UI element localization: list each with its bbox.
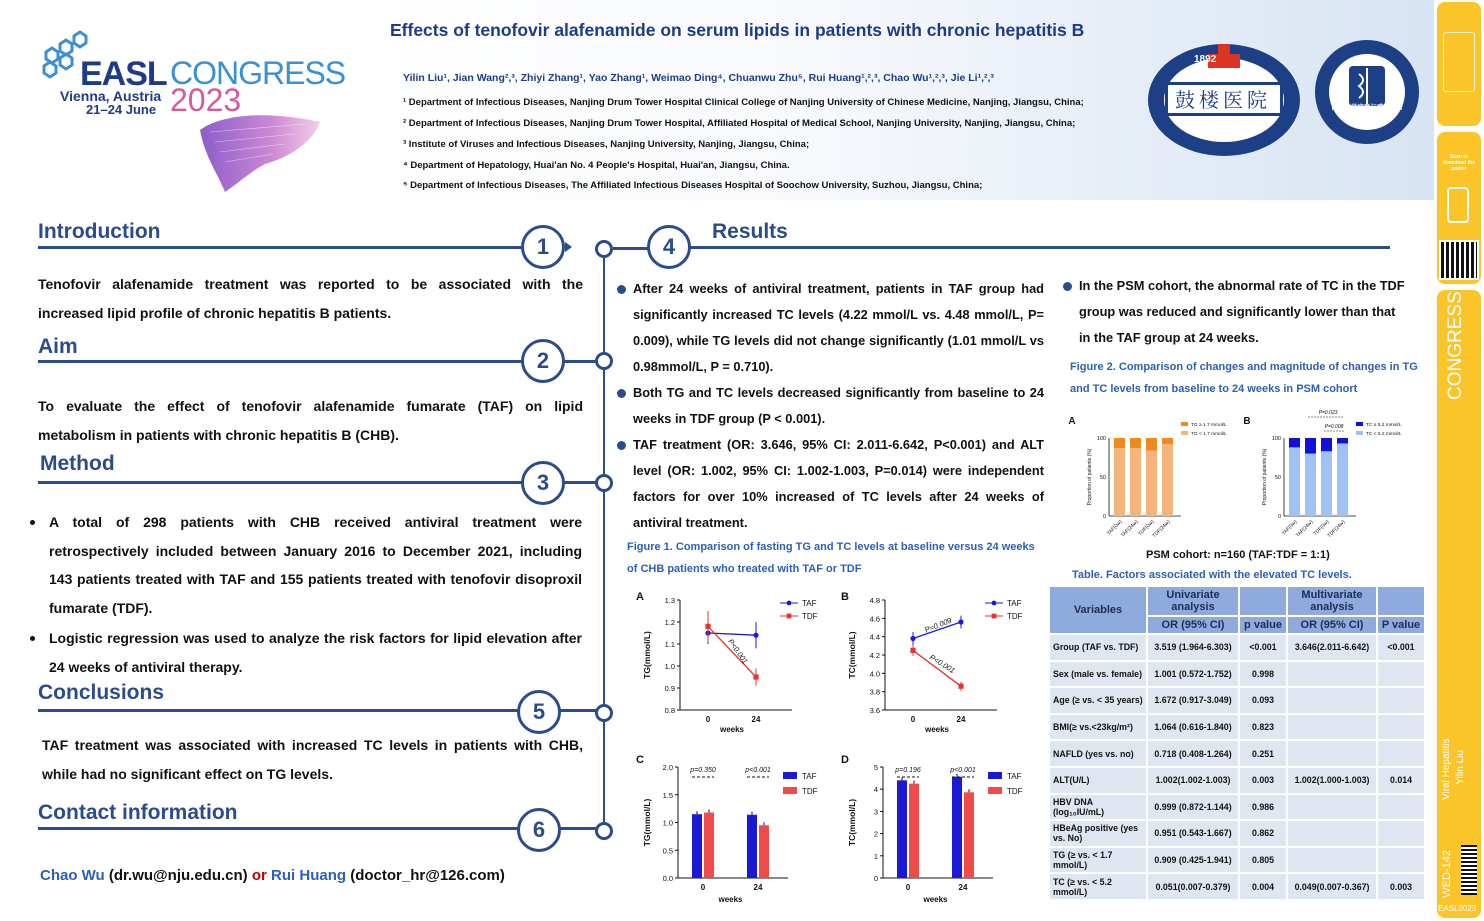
- table-cell: 0.909 (0.425-1.941): [1147, 847, 1239, 874]
- x-tick-label: 24: [753, 883, 763, 892]
- table-row: [1049, 873, 1425, 900]
- p-value-annotation: P=0.008: [1324, 424, 1344, 430]
- data-point: [910, 636, 915, 641]
- timeline-node-3: [595, 474, 613, 492]
- data-point: [958, 619, 963, 624]
- qr-code-icon[interactable]: [1439, 240, 1479, 280]
- bar-segment: [1114, 438, 1125, 448]
- table-cell: 0.998: [1239, 661, 1287, 688]
- results-item: Both TG and TC levels decreased significantly from baseline to 24 weeks in TDF group (P < 0.001).: [617, 380, 1044, 432]
- table-cell: [1287, 794, 1377, 821]
- table-cell: [1377, 661, 1425, 688]
- table-row: [1049, 820, 1425, 847]
- table-header-or2: OR (95% CI): [1287, 616, 1377, 634]
- bar-segment: [1130, 438, 1141, 448]
- y-tick-label: 0: [873, 874, 878, 883]
- bar: [692, 814, 702, 878]
- line-chart-A: [636, 591, 818, 734]
- x-axis-label: weeks: [719, 725, 745, 734]
- legend-label: TDF: [802, 787, 818, 796]
- method-rule: [38, 481, 598, 484]
- legend-swatch: [783, 772, 797, 779]
- contact-line: [40, 867, 505, 884]
- x-tick-label: 0: [910, 715, 916, 724]
- results-item: TAF treatment (OR: 3.646, 95% CI: 2.011-6.642, P<0.001) and ALT level (OR: 1.002, 95% CI: 1.002-1.003, P=0.014) were independent factors for over 10% increased of TC levels after 24 weeks of antiviral treatment.: [617, 432, 1044, 536]
- legend-label: TG < 1.7 mmol/L: [1191, 432, 1227, 437]
- x-tick-label: 24: [958, 883, 968, 892]
- aim-title: Aim: [38, 335, 78, 358]
- method-title: Method: [40, 452, 115, 475]
- table-cell: <0.001: [1239, 634, 1287, 661]
- table-cell: 0.251: [1239, 740, 1287, 767]
- bar-segment: [1162, 438, 1173, 444]
- table-row: [1049, 767, 1425, 794]
- table-cell: ALT(U/L): [1049, 767, 1147, 794]
- arrow-right-icon: [565, 242, 572, 252]
- table-header-p2: P value: [1377, 616, 1425, 634]
- sidebar-author: Yilin Liu: [1455, 750, 1466, 785]
- stacked-bar-chart-A: [1068, 416, 1227, 539]
- y-tick-label: 1.0: [662, 818, 673, 828]
- x-tick-label: TDF(0w): [1312, 519, 1331, 538]
- table-header-univariate: Univariate analysis: [1147, 586, 1239, 616]
- table-cell: TG (≥ vs. < 1.7 mmol/L): [1049, 847, 1147, 874]
- affiliation-4: ⁴ Department of Hepatology, Huai'an No. 4 People's Hospital, Huai'an, Jiangsu, China.: [403, 160, 790, 171]
- legend-label: TAF: [802, 599, 817, 608]
- table-header-or: OR (95% CI): [1147, 616, 1239, 634]
- table-row: [1049, 714, 1425, 741]
- y-tick-label: 4.6: [869, 614, 880, 624]
- y-tick-label: 1.5: [662, 790, 673, 800]
- intro-text: Tenofovir alafenamide treatment was reported to be associated with the increased lipid profile of chronic hepatitis B patients.: [38, 276, 583, 321]
- panel-letter: B: [1243, 416, 1251, 427]
- bar-segment: [1321, 438, 1332, 451]
- legend-swatch: [1356, 431, 1363, 435]
- table-cell: NAFLD (yes vs. no): [1049, 740, 1147, 767]
- legend-marker: [787, 601, 792, 606]
- intro-title: Introduction: [38, 220, 161, 243]
- table-cell: [1287, 820, 1377, 847]
- conclusions-text: TAF treatment was associated with increased TC levels in patients with CHB, while had no significant effect on TG levels.: [42, 737, 583, 782]
- section-number-1: 1: [521, 225, 565, 269]
- y-tick-label: 1.0: [664, 662, 675, 671]
- contact-rule: [38, 827, 598, 830]
- x-tick-label: TAF(24w): [1294, 519, 1315, 539]
- section-number-2: 2: [521, 339, 565, 383]
- y-tick-label: 0.5: [662, 846, 673, 856]
- nanjing-institute-seal: [1313, 38, 1421, 146]
- bar-segment: [1146, 450, 1157, 516]
- method-item: Logistic regression was used to analyze the risk factors for lipid elevation after 24 weeks of antiviral therapy.: [30, 624, 582, 681]
- table-cell: 0.862: [1239, 820, 1287, 847]
- figure-1-caption: Figure 1. Comparison of fasting TG and TC levels at baseline versus 24 weeks of CHB patients who treated with TAF or TDF: [627, 541, 1035, 575]
- y-tick-label: 50: [1099, 475, 1106, 481]
- table-cell: 0.003: [1377, 873, 1425, 900]
- sidebar-foot: EASL2023: [1438, 904, 1477, 913]
- contact-email-1[interactable]: (dr.wu@nju.edu.cn): [108, 867, 248, 884]
- y-axis-label: TG(mmol/L): [642, 631, 652, 679]
- table-cell: 1.002(1.000-1.003): [1287, 767, 1377, 794]
- y-tick-label: 100: [1271, 436, 1281, 442]
- legend-swatch: [988, 772, 1002, 779]
- figure-2-charts: [1064, 406, 1434, 544]
- data-point: [753, 674, 758, 679]
- y-axis-label: TC(mmol/L): [847, 798, 857, 847]
- y-tick-label: 4.4: [869, 632, 880, 642]
- table-cell: 0.805: [1239, 847, 1287, 874]
- bar-chart-C: [636, 754, 818, 904]
- conclusions-rule: [38, 709, 598, 712]
- scan-text: Scan to download the poster: [1442, 154, 1476, 172]
- table-cell: 0.999 (0.872-1.144): [1147, 794, 1239, 821]
- sidebar-congress: CONGRESS: [1445, 291, 1466, 400]
- table-cell: 0.003: [1239, 767, 1287, 794]
- table-cell: [1287, 740, 1377, 767]
- table-cell: [1377, 687, 1425, 714]
- table-row: [1049, 661, 1425, 688]
- p-value-annotation: p<0.001: [950, 767, 976, 774]
- results-rule: [690, 246, 1390, 249]
- congress-logo-text: CONGRESS: [170, 55, 346, 91]
- bar-segment: [1146, 438, 1157, 450]
- bar: [704, 813, 714, 878]
- phone-icon: [1447, 187, 1469, 223]
- legend-swatch: [988, 787, 1002, 794]
- method-item: A total of 298 patients with CHB received antiviral treatment were retrospectively included between January 2016 to December 2021, including 143 patients treated with TAF and 155 patients treated with tenofovir disoproxil fumarate (TDF).: [30, 508, 582, 622]
- affiliation-2: ² Department of Infectious Diseases, Nanjing Drum Tower Hospital, Affiliated Hospital of Medical School, Nanjing University, Nanjing, Jiangsu, China;: [403, 118, 1076, 129]
- bar-segment: [1321, 451, 1332, 516]
- table-cell: HBeAg positive (yes vs. No): [1049, 820, 1147, 847]
- results-right: [1063, 273, 1405, 351]
- bar-segment: [1130, 448, 1141, 516]
- table-row: [1049, 687, 1425, 714]
- y-tick-label: 0: [1102, 514, 1106, 520]
- bar-segment: [1114, 448, 1125, 516]
- legend-swatch: [1356, 422, 1363, 426]
- timeline-node-2: [595, 352, 613, 370]
- y-tick-label: 4: [873, 785, 878, 795]
- bar: [747, 815, 757, 878]
- p-value-annotation: P<0.001: [928, 652, 957, 676]
- table-cell: [1287, 714, 1377, 741]
- y-tick-label: 0: [1277, 514, 1281, 520]
- table-cell: [1377, 714, 1425, 741]
- legend-label: TDF: [1007, 787, 1023, 796]
- table-cell: Sex (male vs. female): [1049, 661, 1147, 688]
- table-cell: 3.646(2.011-6.642): [1287, 634, 1377, 661]
- legend-label: TDF: [1007, 612, 1023, 621]
- table-cell: BMI(≥ vs.<23kg/m²): [1049, 714, 1147, 741]
- logo-year: 2023: [170, 82, 242, 118]
- intro-rule: [38, 246, 528, 249]
- bar-segment: [1337, 443, 1348, 516]
- institute-seal-text: 南京大学病毒与感染病研究所: [1331, 104, 1403, 120]
- p-value-annotation: P<0.001: [726, 637, 750, 666]
- y-tick-label: 4.0: [869, 669, 880, 679]
- p-value-annotation: P=0.009: [923, 615, 953, 635]
- table-cell: 1.672 (0.917-3.049): [1147, 687, 1239, 714]
- y-tick-label: 0.8: [664, 706, 675, 715]
- y-tick-label: 4.2: [869, 651, 880, 660]
- table-cell: 3.519 (1.964-6.303): [1147, 634, 1239, 661]
- figure-1-charts: [630, 588, 1050, 918]
- table-cell: Group (TAF vs. TDF): [1049, 634, 1147, 661]
- timeline-node-6: [595, 822, 613, 840]
- timeline-node-5: [595, 704, 613, 722]
- y-axis-label: TG(mmol/L): [642, 798, 652, 847]
- sidebar-brand-panel: [1437, 2, 1481, 126]
- p-value-annotation: p=0.350: [690, 767, 716, 774]
- y-tick-label: 3.6: [869, 706, 880, 715]
- x-tick-label: TDF(24w): [1326, 519, 1347, 540]
- table-cell: [1377, 740, 1425, 767]
- conclusions-title: Conclusions: [38, 681, 165, 704]
- x-tick-label: 0: [905, 883, 911, 892]
- sidebar-topic: Viral Hepatitis: [1441, 738, 1452, 800]
- sidebar-code: WED-142: [1441, 850, 1453, 898]
- panel-letter: D: [841, 754, 849, 766]
- legend-label: TAF: [1007, 599, 1022, 608]
- table-row: [1049, 740, 1425, 767]
- legend-label: TDF: [802, 612, 818, 621]
- table-cell: 0.093: [1239, 687, 1287, 714]
- method-list: [30, 508, 582, 681]
- panel-letter: B: [841, 591, 849, 603]
- legend-label: TC < 5.2 mmol/L: [1366, 432, 1402, 437]
- table-cell: Age (≥ vs. < 35 years): [1049, 687, 1147, 714]
- liver-illustration: [195, 112, 325, 194]
- x-tick-label: TDF(24w): [1151, 519, 1172, 540]
- table-cell: [1287, 661, 1377, 688]
- y-tick-label: 0.9: [664, 684, 675, 693]
- x-tick-label: TDF(0w): [1137, 519, 1156, 538]
- section-number-5: 5: [517, 690, 561, 734]
- y-tick-label: 1.2: [664, 618, 675, 627]
- table-cell: 1.002(1.002-1.003): [1147, 767, 1239, 794]
- y-tick-label: 2.0: [662, 763, 673, 772]
- y-tick-label: 3.8: [869, 687, 880, 697]
- data-point: [705, 624, 710, 629]
- legend-swatch: [1181, 422, 1188, 426]
- table-cell: [1287, 687, 1377, 714]
- psm-note: PSM cohort: n=160 (TAF:TDF = 1:1): [1146, 549, 1330, 561]
- p-value-annotation: P=0.023: [1318, 410, 1338, 416]
- x-tick-label: 0: [700, 883, 706, 892]
- affiliation-5: ⁵ Department of Infectious Diseases, The Affiliated Infectious Diseases Hospital of Soochow University, Suzhou, Jiangsu, China;: [403, 180, 983, 191]
- x-tick-label: TAF(24w): [1119, 519, 1140, 539]
- x-axis-label: weeks: [923, 895, 948, 904]
- section-number-6: 6: [517, 808, 561, 852]
- legend-label: TAF: [1007, 772, 1022, 781]
- figure-2-caption: Figure 2. Comparison of changes and magnitude of changes in TG and TC levels from baseline to 24 weeks in PSM cohort: [1070, 361, 1418, 395]
- legend-label: TG ≥ 1.7 mmol/L: [1191, 423, 1227, 428]
- results-title: Results: [712, 220, 788, 243]
- y-tick-label: 1: [873, 851, 878, 861]
- table-row: [1049, 794, 1425, 821]
- table-caption: Table. Factors associated with the elevated TC levels.: [1072, 569, 1352, 581]
- section-number-4: 4: [647, 225, 691, 269]
- bar: [964, 792, 974, 878]
- table-row: [1049, 634, 1425, 661]
- x-tick-label: TAF(0w): [1280, 519, 1299, 537]
- y-axis-label: Proportion of patients (%): [1262, 448, 1268, 506]
- table-cell: 1.064 (0.616-1.840): [1147, 714, 1239, 741]
- results-list: [617, 276, 1044, 536]
- table-header-p: p value: [1239, 616, 1287, 634]
- y-tick-label: 5: [873, 763, 878, 772]
- bar: [952, 777, 962, 878]
- legend-label: TAF: [802, 772, 817, 781]
- y-tick-label: 100: [1096, 436, 1106, 442]
- table-cell: <0.001: [1377, 634, 1425, 661]
- table-cell: 0.718 (0.408-1.264): [1147, 740, 1239, 767]
- legend-marker: [787, 614, 792, 619]
- bar: [759, 825, 769, 878]
- panel-letter: A: [1068, 416, 1076, 427]
- x-axis-label: weeks: [718, 895, 743, 904]
- bar-segment: [1289, 438, 1300, 447]
- easl-logo-text: EASL: [80, 55, 167, 93]
- p-value-annotation: p<0.001: [745, 767, 771, 774]
- affiliation-1: ¹ Department of Infectious Diseases, Nanjing Drum Tower Hospital Clinical College of Nanjing University of Chinese Medicine, Nanjing, Jiangsu, China;: [403, 97, 1084, 108]
- y-tick-label: 4.8: [869, 596, 880, 605]
- x-tick-label: 24: [751, 715, 761, 724]
- y-tick-label: 2: [873, 829, 878, 839]
- table-cell: [1377, 847, 1425, 874]
- bar-segment: [1337, 438, 1348, 443]
- table-cell: 0.051(0.007-0.379): [1147, 873, 1239, 900]
- table-cell: 0.823: [1239, 714, 1287, 741]
- contact-or: or: [251, 867, 267, 884]
- line-chart-B: [841, 591, 1023, 734]
- sidebar-info-panel: [1437, 290, 1481, 918]
- barcode-icon: [1461, 845, 1477, 895]
- contact-title: Contact information: [38, 801, 238, 824]
- x-axis-label: weeks: [924, 725, 950, 734]
- p-value-annotation: p=0.196: [895, 767, 921, 774]
- x-tick-label: TAF(0w): [1105, 519, 1124, 537]
- table-cell: 1.001 (0.572-1.752): [1147, 661, 1239, 688]
- contact-name-2: Rui Huang: [271, 867, 347, 884]
- stacked-bar-chart-B: [1243, 410, 1402, 539]
- table-cell: TC (≥ vs. < 5.2 mmol/L): [1049, 873, 1147, 900]
- factors-table: [1048, 585, 1426, 901]
- author-list: Yilin Liu¹, Jian Wang²,³, Zhiyi Zhang¹, Yao Zhang¹, Weimao Ding⁴, Chuanwu Zhu⁵, Rui Huang¹,²,³, Chao Wu¹,²,³, Jie Li¹,²,³: [403, 72, 994, 84]
- results-item: In the PSM cohort, the abnormal rate of TC in the TDF group was reduced and significantly lower than that in the TAF group at 24 weeks.: [1063, 273, 1405, 351]
- y-tick-label: 0.0: [662, 874, 673, 883]
- x-tick-label: 0: [705, 715, 711, 724]
- table-cell: [1377, 794, 1425, 821]
- poster-title: Effects of tenofovir alafenamide on serum lipids in patients with chronic hepatitis B: [390, 20, 1085, 40]
- panel-letter: C: [636, 754, 644, 766]
- table-cell: [1287, 847, 1377, 874]
- seal-chinese-text: 鼓楼医院: [1175, 88, 1271, 112]
- legend-swatch: [1181, 431, 1188, 435]
- bar: [897, 780, 907, 878]
- contact-email-2[interactable]: (doctor_hr@126.com): [350, 867, 505, 884]
- y-axis-label: TC(mmol/L): [847, 631, 857, 679]
- table-cell: 0.004: [1239, 873, 1287, 900]
- table-cell: HBV DNA (log₁₀IU/mL): [1049, 794, 1147, 821]
- section-number-3: 3: [521, 461, 565, 505]
- y-tick-label: 50: [1274, 475, 1281, 481]
- legend-swatch: [783, 787, 797, 794]
- data-point: [753, 633, 758, 638]
- results-item: After 24 weeks of antiviral treatment, patients in TAF group had significantly increased TC levels (4.22 mmol/L vs. 4.48 mmol/L, P= 0.009), while TG levels did not change significantly (1.01 mmol/L vs 0.98mmol/L, P = 0.710).: [617, 276, 1044, 380]
- logo-city: Vienna, Austria: [60, 88, 162, 104]
- contact-name-1: Chao Wu: [40, 867, 105, 884]
- table-cell: 0.049(0.007-0.367): [1287, 873, 1377, 900]
- bar-segment: [1305, 438, 1316, 454]
- bar-segment: [1305, 454, 1316, 516]
- table-cell: [1377, 820, 1425, 847]
- affiliation-3: ³ Institute of Viruses and Infectious Diseases, Nanjing University, Nanjing, Jiangsu, China;: [403, 139, 810, 150]
- x-tick-label: 24: [956, 715, 966, 724]
- aim-text: To evaluate the effect of tenofovir alafenamide fumarate (TAF) on lipid metabolism in patients with chronic hepatitis B (CHB).: [38, 398, 583, 443]
- bar-segment: [1162, 444, 1173, 516]
- bar: [909, 784, 919, 878]
- bar-chart-D: [841, 754, 1023, 904]
- logo-dates: 21–24 June: [86, 102, 157, 117]
- table-cell: 0.014: [1377, 767, 1425, 794]
- y-axis-label: Proportion of patients (%): [1087, 448, 1093, 506]
- legend-marker: [992, 614, 997, 619]
- seal-year: 1892: [1194, 54, 1217, 65]
- table-header-variables: Variables: [1049, 586, 1147, 634]
- sidebar-download-panel[interactable]: [1437, 132, 1481, 284]
- table-cell: 0.951 (0.543-1.667): [1147, 820, 1239, 847]
- y-tick-label: 3: [873, 807, 878, 817]
- aim-rule: [38, 360, 598, 363]
- data-point: [958, 684, 963, 689]
- y-tick-label: 1.1: [664, 640, 675, 649]
- data-point: [910, 648, 915, 653]
- table-cell: 0.986: [1239, 794, 1287, 821]
- table-row: [1049, 847, 1425, 874]
- legend-marker: [992, 601, 997, 606]
- y-tick-label: 1.3: [664, 596, 675, 605]
- bar-segment: [1289, 447, 1300, 516]
- table-header-multivariate: Multivariate analysis: [1287, 586, 1377, 616]
- legend-label: TC ≥ 5.2 mmol/L: [1366, 423, 1402, 428]
- timeline-connector: [603, 258, 605, 831]
- timeline-node-1: [595, 240, 613, 258]
- panel-letter: A: [636, 591, 644, 603]
